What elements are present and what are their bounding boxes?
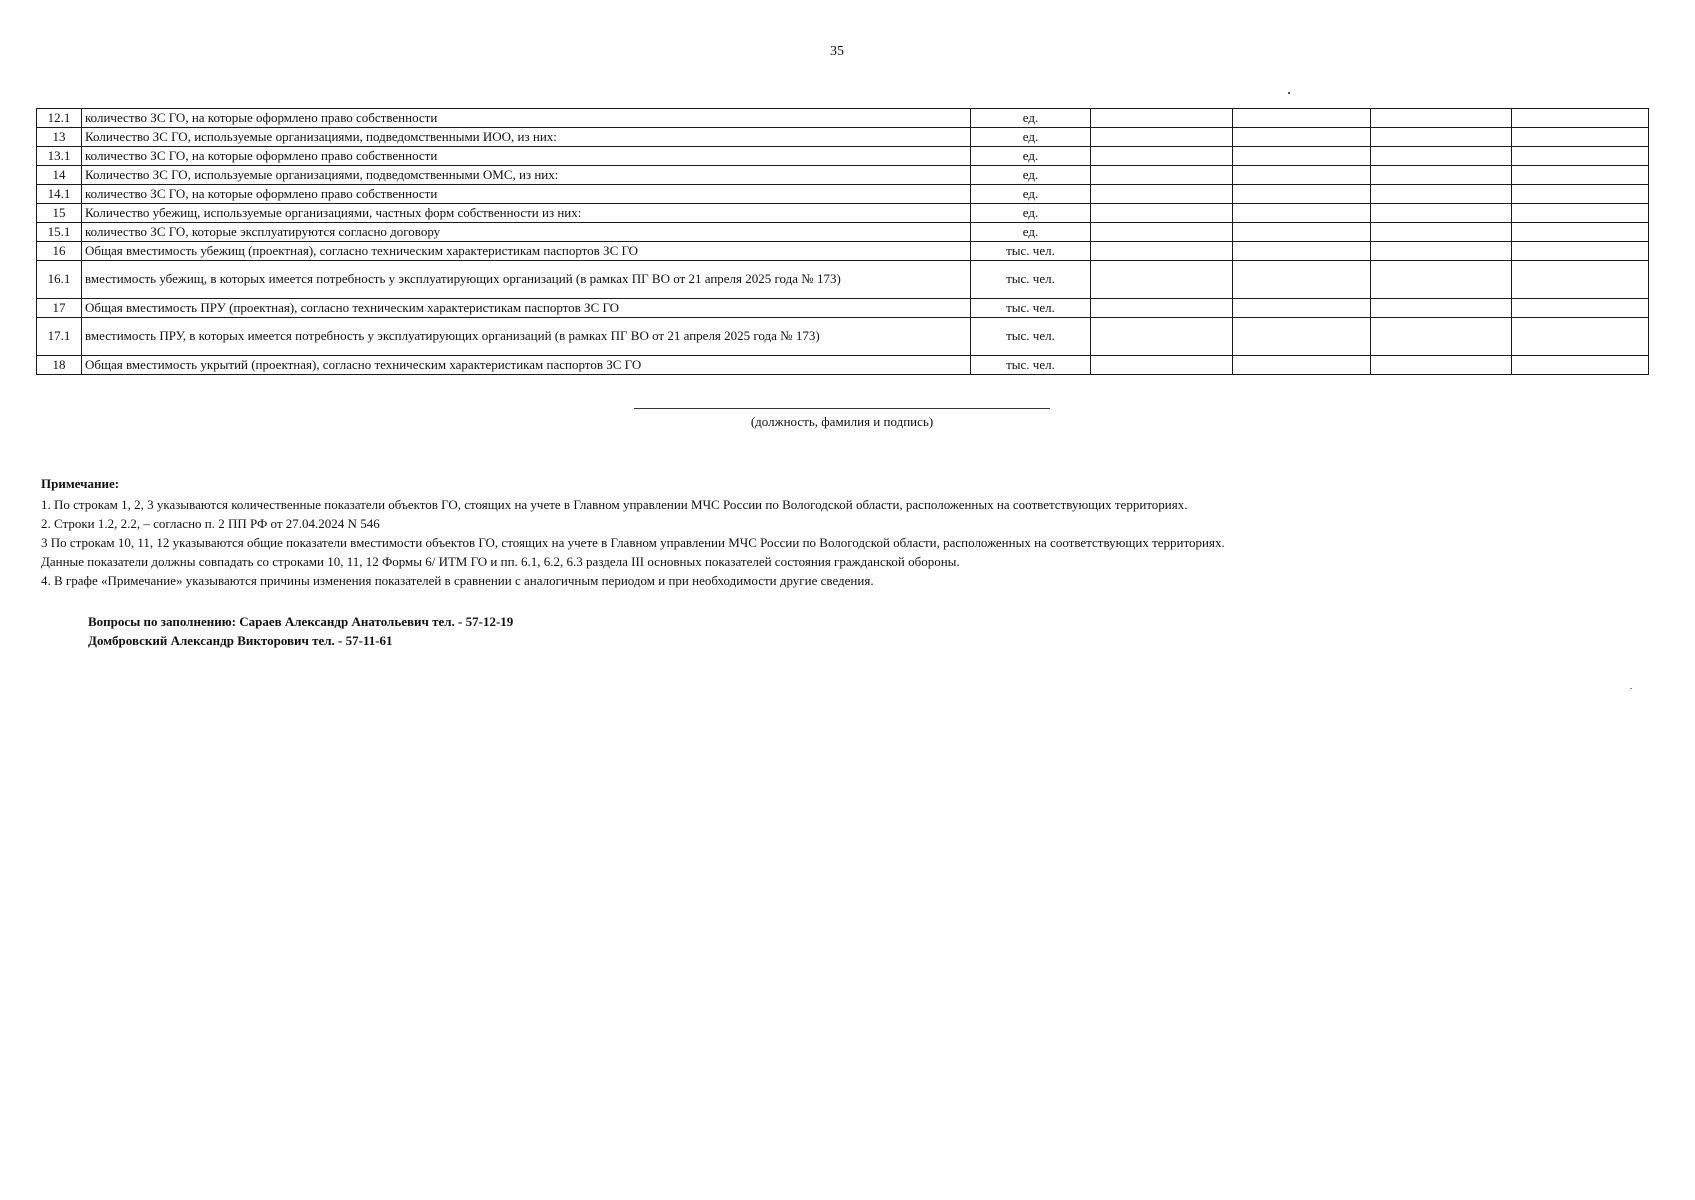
row-description: Количество ЗС ГО, используемые организациями, подведомственными ОМС, из них: bbox=[82, 166, 971, 185]
value-cell bbox=[1371, 147, 1512, 166]
value-cell bbox=[1512, 147, 1649, 166]
value-cell bbox=[1233, 261, 1371, 299]
value-cell bbox=[1512, 185, 1649, 204]
row-unit: ед. bbox=[971, 204, 1091, 223]
value-cell bbox=[1091, 261, 1233, 299]
row-description: количество ЗС ГО, на которые оформлено право собственности bbox=[82, 147, 971, 166]
row-unit: тыс. чел. bbox=[971, 318, 1091, 356]
row-unit: ед. bbox=[971, 128, 1091, 147]
value-cell bbox=[1512, 356, 1649, 375]
table-row bbox=[37, 147, 1649, 166]
contacts-section bbox=[88, 612, 513, 650]
row-unit: ед. bbox=[971, 109, 1091, 128]
row-unit: тыс. чел. bbox=[971, 299, 1091, 318]
contact-line-secondary: Домбровский Александр Викторович тел. - 57-11-61 bbox=[88, 633, 393, 648]
value-cell bbox=[1371, 128, 1512, 147]
table-row bbox=[37, 261, 1649, 299]
table-row bbox=[37, 356, 1649, 375]
contact-line-primary: Вопросы по заполнению: Сараев Александр Анатольевич тел. - 57-12-19 bbox=[88, 614, 514, 629]
value-cell bbox=[1091, 242, 1233, 261]
table-row bbox=[37, 109, 1649, 128]
value-cell bbox=[1371, 242, 1512, 261]
value-cell bbox=[1233, 356, 1371, 375]
row-unit: ед. bbox=[971, 223, 1091, 242]
notes-section bbox=[41, 476, 1225, 590]
value-cell bbox=[1233, 318, 1371, 356]
value-cell bbox=[1512, 261, 1649, 299]
value-cell bbox=[1233, 242, 1371, 261]
value-cell bbox=[1371, 299, 1512, 318]
row-number: 18 bbox=[37, 356, 82, 375]
value-cell bbox=[1512, 166, 1649, 185]
value-cell bbox=[1091, 356, 1233, 375]
value-cell bbox=[1512, 223, 1649, 242]
value-cell bbox=[1233, 299, 1371, 318]
value-cell bbox=[1371, 185, 1512, 204]
value-cell bbox=[1091, 204, 1233, 223]
value-cell bbox=[1091, 166, 1233, 185]
value-cell bbox=[1371, 356, 1512, 375]
indicators-table bbox=[36, 108, 1649, 375]
value-cell bbox=[1233, 185, 1371, 204]
table-row bbox=[37, 223, 1649, 242]
value-cell bbox=[1512, 299, 1649, 318]
row-number: 14 bbox=[37, 166, 82, 185]
value-cell bbox=[1091, 318, 1233, 356]
value-cell bbox=[1233, 166, 1371, 185]
table-row bbox=[37, 299, 1649, 318]
value-cell bbox=[1371, 166, 1512, 185]
note-line: 1. По строкам 1, 2, 3 указываются количественные показатели объектов ГО, стоящих на учете в Главном управлении МЧС России по Вологодской области, расположенных на соответствующих территориях. bbox=[41, 497, 1188, 512]
row-description: Количество ЗС ГО, используемые организациями, подведомственными ИОО, из них: bbox=[82, 128, 971, 147]
value-cell bbox=[1371, 204, 1512, 223]
row-unit: тыс. чел. bbox=[971, 242, 1091, 261]
notes-title: Примечание: bbox=[41, 476, 120, 491]
note-line: 4. В графе «Примечание» указываются причины изменения показателей в сравнении с аналогичным периодом и при необходимости другие сведения. bbox=[41, 573, 874, 588]
row-number: 16 bbox=[37, 242, 82, 261]
row-number: 17.1 bbox=[37, 318, 82, 356]
page-number: 35 bbox=[830, 44, 844, 59]
value-cell bbox=[1091, 128, 1233, 147]
note-line: 3 По строкам 10, 11, 12 указываются общие показатели вместимости объектов ГО, стоящих на учете в Главном управлении МЧС России по Вологодской области, расположенных на соответствующих территориях. bbox=[41, 535, 1225, 550]
row-number: 17 bbox=[37, 299, 82, 318]
value-cell bbox=[1091, 223, 1233, 242]
row-unit: ед. bbox=[971, 147, 1091, 166]
row-number: 12.1 bbox=[37, 109, 82, 128]
table-body bbox=[37, 109, 1649, 375]
note-line: Данные показатели должны совпадать со строками 10, 11, 12 Формы 6/ ИТМ ГО и пп. 6.1, 6.2, 6.3 раздела III основных показателей состояния гражданской обороны. bbox=[41, 554, 960, 569]
row-description: количество ЗС ГО, на которые оформлено право собственности bbox=[82, 185, 971, 204]
value-cell bbox=[1371, 223, 1512, 242]
table-row bbox=[37, 204, 1649, 223]
row-description: вместимость убежищ, в которых имеется потребность у эксплуатирующих организаций (в рамках ПГ ВО от 21 апреля 2025 года № 173) bbox=[82, 261, 971, 299]
value-cell bbox=[1512, 109, 1649, 128]
table-row bbox=[37, 242, 1649, 261]
value-cell bbox=[1091, 147, 1233, 166]
signature-caption: (должность, фамилия и подпись) bbox=[750, 414, 934, 429]
value-cell bbox=[1091, 299, 1233, 318]
value-cell bbox=[1233, 204, 1371, 223]
row-unit: ед. bbox=[971, 185, 1091, 204]
value-cell bbox=[1512, 204, 1649, 223]
signature-line bbox=[634, 408, 1050, 409]
row-description: Общая вместимость укрытий (проектная), согласно техническим характеристикам паспортов ЗС ГО bbox=[82, 356, 971, 375]
row-number: 15.1 bbox=[37, 223, 82, 242]
value-cell bbox=[1371, 318, 1512, 356]
row-number: 15 bbox=[37, 204, 82, 223]
row-description: Количество убежищ, используемые организациями, частных форм собственности из них: bbox=[82, 204, 971, 223]
value-cell bbox=[1371, 109, 1512, 128]
value-cell bbox=[1091, 109, 1233, 128]
row-number: 16.1 bbox=[37, 261, 82, 299]
row-description: вместимость ПРУ, в которых имеется потребность у эксплуатирующих организаций (в рамках ПГ ВО от 21 апреля 2025 года № 173) bbox=[82, 318, 971, 356]
row-number: 14.1 bbox=[37, 185, 82, 204]
table-row bbox=[37, 128, 1649, 147]
scan-mark bbox=[1288, 92, 1290, 94]
value-cell bbox=[1512, 128, 1649, 147]
value-cell bbox=[1512, 242, 1649, 261]
table-row bbox=[37, 185, 1649, 204]
row-description: количество ЗС ГО, которые эксплуатируются согласно договору bbox=[82, 223, 971, 242]
row-description: Общая вместимость ПРУ (проектная), согласно техническим характеристикам паспортов ЗС ГО bbox=[82, 299, 971, 318]
row-description: Общая вместимость убежищ (проектная), согласно техническим характеристикам паспортов ЗС ГО bbox=[82, 242, 971, 261]
row-unit: тыс. чел. bbox=[971, 261, 1091, 299]
value-cell bbox=[1233, 128, 1371, 147]
value-cell bbox=[1091, 185, 1233, 204]
row-number: 13 bbox=[37, 128, 82, 147]
note-line: 2. Строки 1.2, 2.2, – согласно п. 2 ПП РФ от 27.04.2024 N 546 bbox=[41, 516, 380, 531]
value-cell bbox=[1233, 223, 1371, 242]
row-unit: тыс. чел. bbox=[971, 356, 1091, 375]
scan-mark bbox=[1630, 688, 1632, 689]
table-row bbox=[37, 318, 1649, 356]
row-number: 13.1 bbox=[37, 147, 82, 166]
row-unit: ед. bbox=[971, 166, 1091, 185]
value-cell bbox=[1512, 318, 1649, 356]
table-row bbox=[37, 166, 1649, 185]
row-description: количество ЗС ГО, на которые оформлено право собственности bbox=[82, 109, 971, 128]
value-cell bbox=[1233, 147, 1371, 166]
value-cell bbox=[1371, 261, 1512, 299]
value-cell bbox=[1233, 109, 1371, 128]
